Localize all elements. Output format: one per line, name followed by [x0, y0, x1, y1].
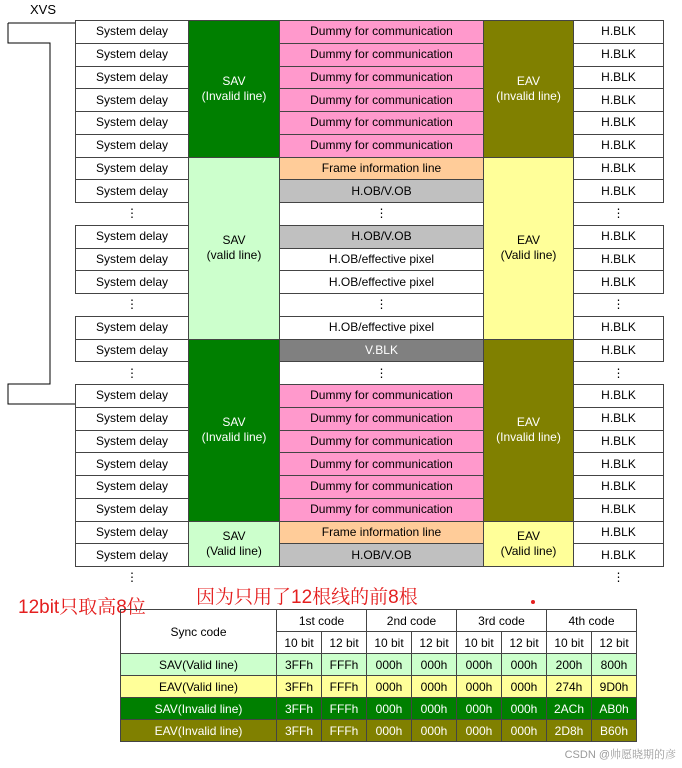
sync-code-value: 000h: [367, 698, 412, 720]
vblk-cell: V.BLK: [279, 339, 484, 363]
ellipsis: ⋮: [375, 365, 388, 380]
hblk-cell: H.BLK: [573, 452, 664, 476]
sync-code-value: B60h: [592, 720, 637, 742]
sync-code-value: 000h: [502, 654, 547, 676]
sync-code-value: 2ACh: [547, 698, 592, 720]
sync-code-value: 3FFh: [277, 676, 322, 698]
sync-code-value: 9D0h: [592, 676, 637, 698]
sync-code-value: 000h: [412, 720, 457, 742]
hblk-cell: H.BLK: [573, 339, 664, 363]
sync-row: [121, 720, 637, 742]
hblk-cell: H.BLK: [573, 270, 664, 294]
sync-code-value: 000h: [367, 654, 412, 676]
hob-effective-cell: H.OB/effective pixel: [279, 248, 484, 272]
dummy-cell: Dummy for communication: [279, 43, 484, 67]
hblk-cell: H.BLK: [573, 43, 664, 67]
hblk-cell: H.BLK: [573, 543, 664, 567]
bit-width-header: 12 bit: [502, 632, 547, 654]
bit-width-header: 10 bit: [457, 632, 502, 654]
system-delay-cell: System delay: [75, 66, 189, 90]
hblk-cell: H.BLK: [573, 475, 664, 499]
system-delay-cell: System delay: [75, 430, 189, 454]
code-header: 2nd code: [367, 610, 457, 632]
hob-vob-cell: H.OB/V.OB: [279, 225, 484, 249]
system-delay-cell: System delay: [75, 543, 189, 567]
xvs-waveform: [0, 0, 75, 420]
ellipsis: ⋮: [612, 365, 625, 380]
sync-code-value: 000h: [457, 698, 502, 720]
dummy-cell: Dummy for communication: [279, 407, 484, 431]
sync-row-name: EAV(Invalid line): [121, 720, 277, 742]
eav-block: EAV (Invalid line): [483, 20, 574, 158]
dummy-cell: Dummy for communication: [279, 20, 484, 44]
bit-width-header: 12 bit: [592, 632, 637, 654]
hblk-cell: H.BLK: [573, 384, 664, 408]
system-delay-cell: System delay: [75, 452, 189, 476]
sync-code-value: 2D8h: [547, 720, 592, 742]
hblk-cell: H.BLK: [573, 179, 664, 203]
code-header: 1st code: [277, 610, 367, 632]
code-header: 4th code: [547, 610, 637, 632]
ellipsis: ⋮: [126, 365, 138, 380]
dummy-cell: Dummy for communication: [279, 66, 484, 90]
hblk-cell: H.BLK: [573, 225, 664, 249]
ellipsis: ⋮: [375, 297, 388, 312]
system-delay-cell: System delay: [75, 111, 189, 135]
sav-block: SAV (Valid line): [188, 521, 280, 568]
xvs-label: XVS: [30, 2, 57, 17]
frame-info-cell: Frame information line: [279, 521, 484, 545]
hblk-cell: H.BLK: [573, 88, 664, 112]
sync-row-name: EAV(Valid line): [121, 676, 277, 698]
sync-code-value: 3FFh: [277, 698, 322, 720]
sync-code-value: 3FFh: [277, 654, 322, 676]
hblk-cell: H.BLK: [573, 248, 664, 272]
system-delay-cell: System delay: [75, 20, 189, 44]
sync-code-value: FFFh: [322, 654, 367, 676]
system-delay-cell: System delay: [75, 475, 189, 499]
sync-code-value: 800h: [592, 654, 637, 676]
sync-code-value: 000h: [502, 676, 547, 698]
dummy-cell: Dummy for communication: [279, 498, 484, 522]
system-delay-cell: System delay: [75, 498, 189, 522]
hob-vob-cell: H.OB/V.OB: [279, 179, 484, 203]
ellipsis: ⋮: [612, 297, 625, 312]
system-delay-cell: System delay: [75, 521, 189, 545]
ellipsis: ⋮: [126, 570, 138, 585]
annotation-12bit: 12bit只取高8位: [18, 597, 146, 618]
system-delay-cell: System delay: [75, 339, 189, 363]
eav-block: EAV (Valid line): [483, 157, 574, 340]
sync-code-value: 000h: [412, 654, 457, 676]
ellipsis: ⋮: [126, 297, 138, 312]
sync-code-value: 000h: [457, 676, 502, 698]
system-delay-cell: System delay: [75, 225, 189, 249]
hblk-cell: H.BLK: [573, 430, 664, 454]
sync-code-value: 000h: [457, 720, 502, 742]
system-delay-cell: System delay: [75, 179, 189, 203]
sync-code-value: 000h: [367, 676, 412, 698]
sync-code-value: 000h: [412, 676, 457, 698]
sync-code-value: FFFh: [322, 720, 367, 742]
sync-code-value: FFFh: [322, 698, 367, 720]
sync-code-value: AB0h: [592, 698, 637, 720]
hob-vob-cell: H.OB/V.OB: [279, 543, 484, 567]
dummy-cell: Dummy for communication: [279, 384, 484, 408]
hob-effective-cell: H.OB/effective pixel: [279, 316, 484, 340]
annotation-8-lines: 因为只用了12根线的前8根: [196, 587, 418, 608]
dummy-cell: Dummy for communication: [279, 430, 484, 454]
bit-width-header: 10 bit: [277, 632, 322, 654]
sync-code-value: 000h: [367, 720, 412, 742]
sync-code-value: 000h: [502, 698, 547, 720]
hblk-cell: H.BLK: [573, 521, 664, 545]
hblk-cell: H.BLK: [573, 316, 664, 340]
sync-code-value: 200h: [547, 654, 592, 676]
hblk-cell: H.BLK: [573, 134, 664, 158]
sav-block: SAV (valid line): [188, 157, 280, 340]
system-delay-cell: System delay: [75, 157, 189, 181]
sync-code-value: 274h: [547, 676, 592, 698]
system-delay-cell: System delay: [75, 384, 189, 408]
sync-code-value: 000h: [502, 720, 547, 742]
hob-effective-cell: H.OB/effective pixel: [279, 270, 484, 294]
system-delay-cell: System delay: [75, 134, 189, 158]
hblk-cell: H.BLK: [573, 407, 664, 431]
hblk-cell: H.BLK: [573, 111, 664, 135]
dummy-cell: Dummy for communication: [279, 134, 484, 158]
hblk-cell: H.BLK: [573, 498, 664, 522]
sync-code-value: FFFh: [322, 676, 367, 698]
hblk-cell: H.BLK: [573, 20, 664, 44]
sync-code-table: [120, 609, 637, 742]
system-delay-cell: System delay: [75, 43, 189, 67]
watermark: CSDN @帅愿晓期的彦: [564, 749, 676, 761]
dummy-cell: Dummy for communication: [279, 111, 484, 135]
sync-code-value: 000h: [457, 654, 502, 676]
sync-code-value: 000h: [412, 698, 457, 720]
eav-block: EAV (Invalid line): [483, 339, 574, 522]
system-delay-cell: System delay: [75, 88, 189, 112]
hblk-cell: H.BLK: [573, 66, 664, 90]
sync-header-row: [121, 610, 637, 632]
bit-width-header: 12 bit: [322, 632, 367, 654]
sav-block: SAV (Invalid line): [188, 339, 280, 522]
system-delay-cell: System delay: [75, 248, 189, 272]
bit-width-header: 10 bit: [367, 632, 412, 654]
dummy-cell: Dummy for communication: [279, 475, 484, 499]
ellipsis: ⋮: [126, 206, 138, 221]
frame-info-cell: Frame information line: [279, 157, 484, 181]
red-dot: [531, 600, 535, 604]
sync-row: [121, 698, 637, 720]
ellipsis: ⋮: [612, 570, 625, 585]
eav-block: EAV (Valid line): [483, 521, 574, 568]
sync-code-value: 3FFh: [277, 720, 322, 742]
hblk-cell: H.BLK: [573, 157, 664, 181]
code-header: 3rd code: [457, 610, 547, 632]
dummy-cell: Dummy for communication: [279, 88, 484, 112]
system-delay-cell: System delay: [75, 407, 189, 431]
system-delay-cell: System delay: [75, 270, 189, 294]
sync-row-name: SAV(Valid line): [121, 654, 277, 676]
ellipsis: ⋮: [612, 206, 625, 221]
sync-row: [121, 654, 637, 676]
ellipsis: ⋮: [375, 206, 388, 221]
sync-row: [121, 676, 637, 698]
sav-block: SAV (Invalid line): [188, 20, 280, 158]
sync-code-header: Sync code: [121, 610, 277, 654]
dummy-cell: Dummy for communication: [279, 452, 484, 476]
bit-width-header: 12 bit: [412, 632, 457, 654]
system-delay-cell: System delay: [75, 316, 189, 340]
bit-width-header: 10 bit: [547, 632, 592, 654]
sync-row-name: SAV(Invalid line): [121, 698, 277, 720]
timing-diagram: [75, 20, 664, 585]
